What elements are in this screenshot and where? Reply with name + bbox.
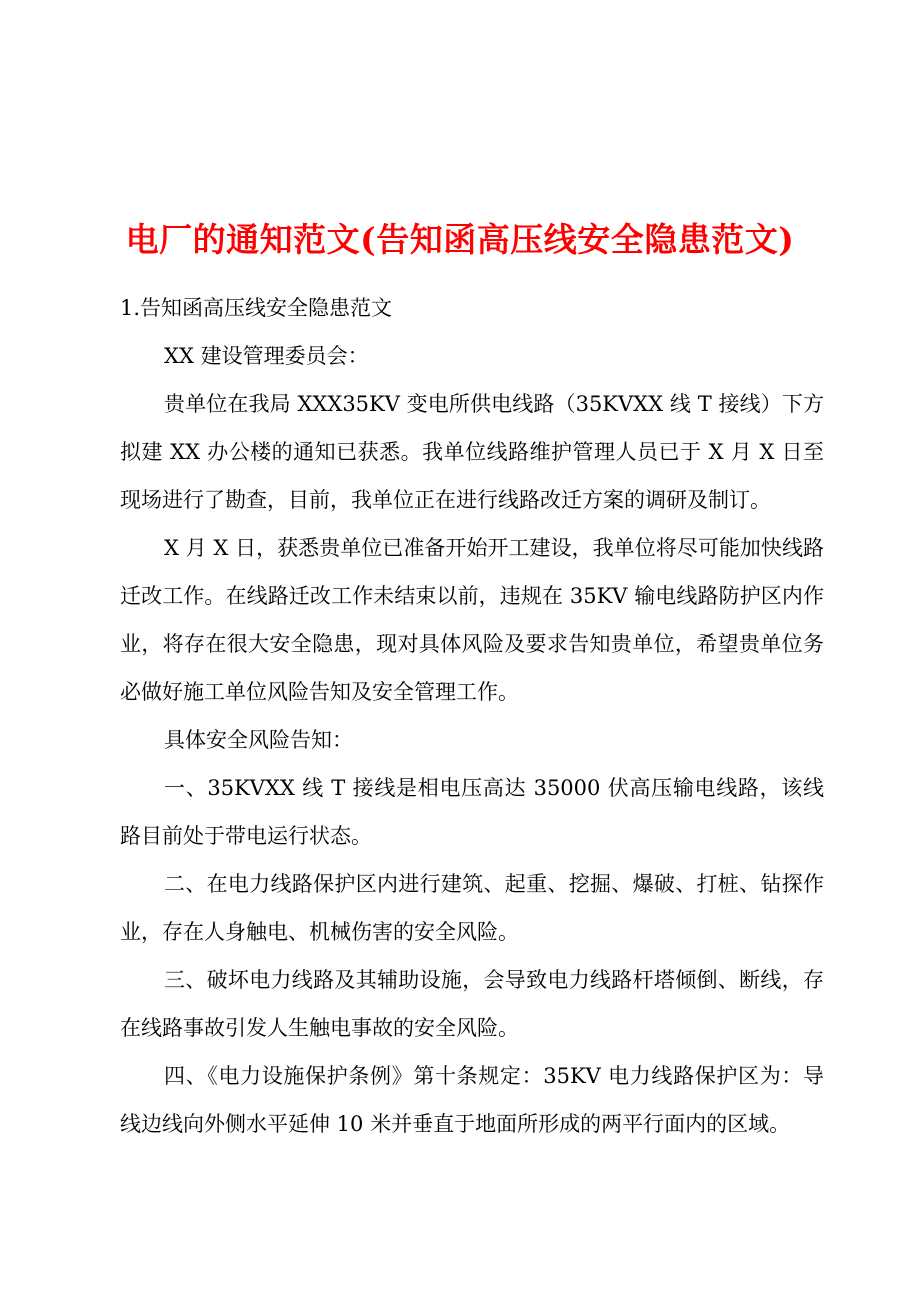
paragraph-risk-4: 四、《电力设施保护条例》第十条规定：35KV 电力线路保护区为：导线边线向外侧水平延伸 10 米并垂直于地面所形成的两平行面内的区域。	[120, 1064, 824, 1136]
paragraph-risk-1: 一、35KVXX 线 T 接线是相电压高达 35000 伏高压输电线路，该线路目前处于带电运行状态。	[120, 776, 824, 848]
paragraph-risk-2: 二、在电力线路保护区内进行建筑、起重、挖掘、爆破、打桩、钻探作业，存在人身触电、机械伤害的安全风险。	[120, 872, 824, 944]
document-title: 电厂的通知范文(告知函高压线安全隐患范文)	[125, 220, 795, 260]
salutation: XX 建设管理委员会：	[164, 344, 369, 368]
paragraph-risk-heading: 具体安全风险告知：	[164, 728, 353, 752]
paragraph-warning: X 月 X 日，获悉贵单位已准备开始开工建设，我单位将尽可能加快线路迁改工作。在线路迁改工作未结束以前，违规在 35KV 输电线路防护区内作业，将存在很大安全隐患，现对具体风险及要求告知贵单位，希望贵单位务必做好施工单位风险告知及安全管理工作。	[120, 536, 824, 704]
paragraph-risk-3: 三、破坏电力线路及其辅助设施，会导致电力线路杆塔倾倒、断线，存在线路事故引发人生触电事故的安全风险。	[120, 968, 824, 1040]
section-heading: 1.告知函高压线安全隐患范文	[120, 296, 393, 320]
paragraph-notice: 贵单位在我局 XXX35KV 变电所供电线路（35KVXX 线 T 接线）下方拟建 XX 办公楼的通知已获悉。我单位线路维护管理人员已于 X 月 X 日至现场进行了勘查，目前，我单位正在进行线路改迁方案的调研及制订。	[120, 392, 824, 512]
document-body	[120, 284, 824, 1148]
